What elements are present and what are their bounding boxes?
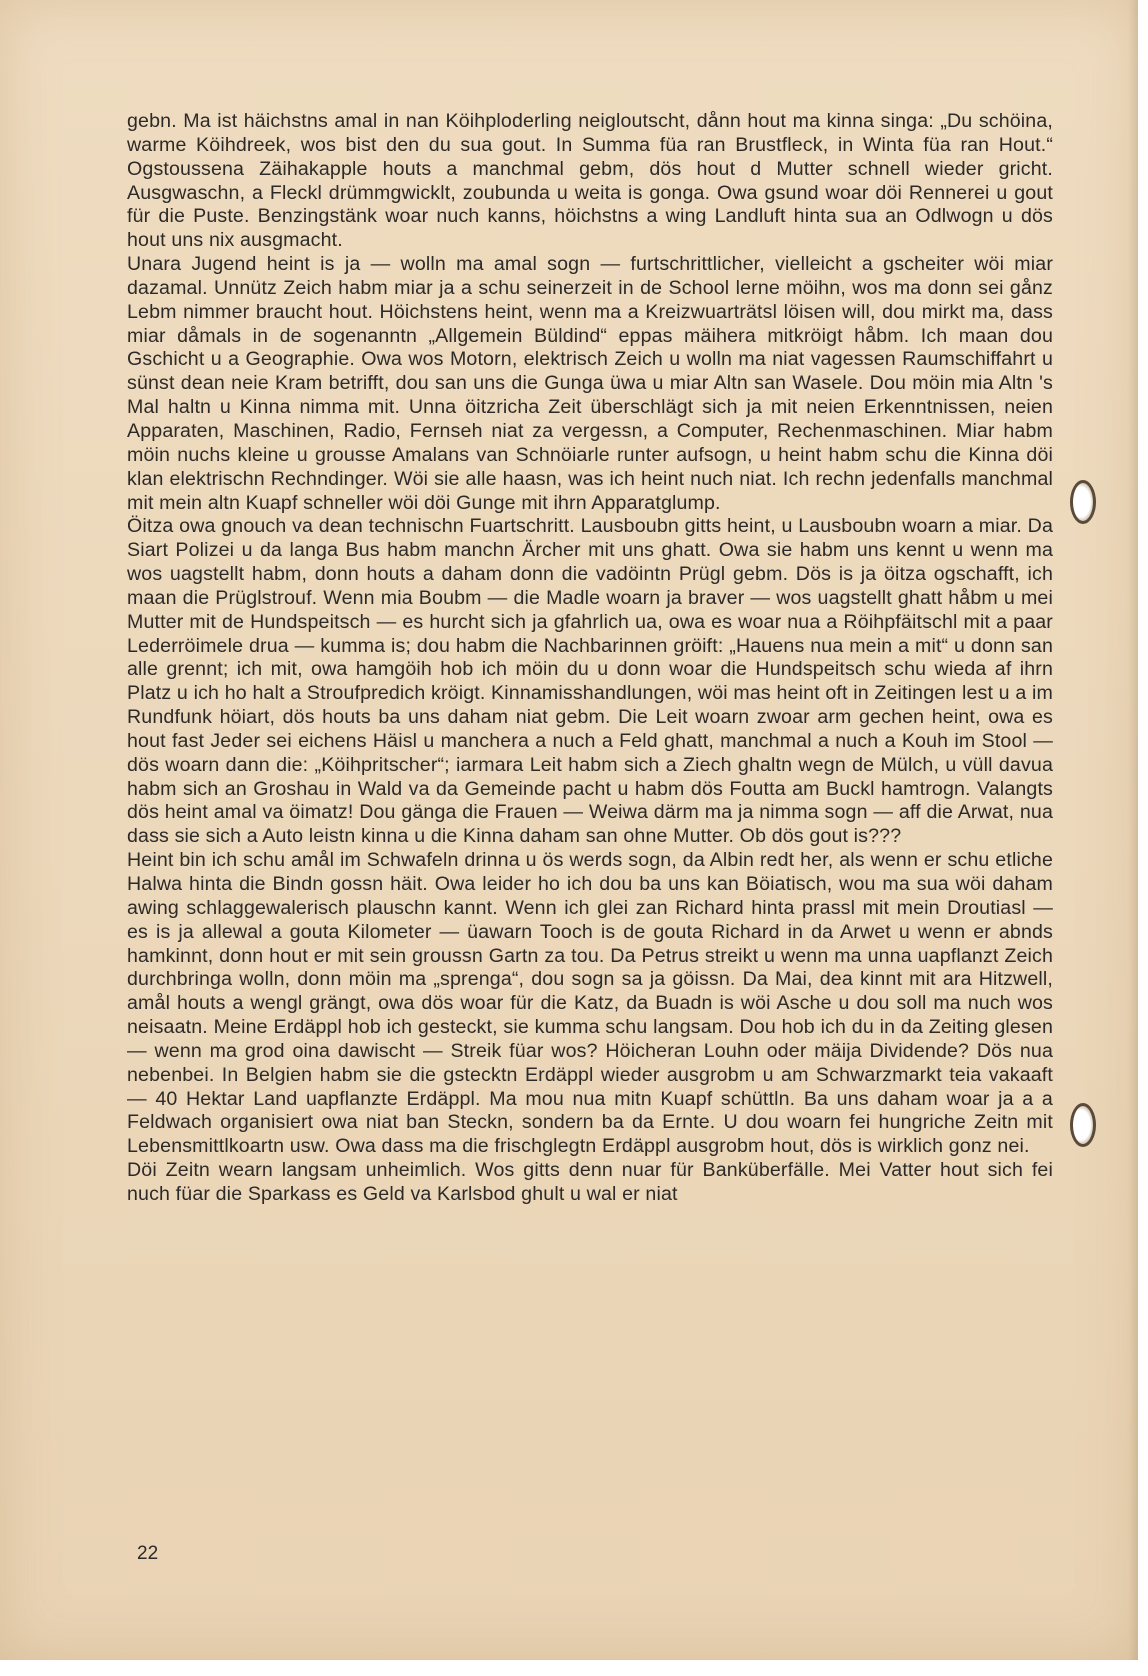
paragraph: Unara Jugend heint is ja — wolln ma amal sogn — furtschrittlicher, vielleicht a gscheiter wöi miar dazamal. Unnütz Zeich habm miar ja a schu seinerzeit in de School lerne möihn, wos ma donn sei gånz Lebm nimmer braucht hout. Höichstens heint, wenn ma a Kreizwuarträtsl löisen will, dou mirkt ma, dass miar dåmals in de sogenanntn „Allgemein Büldind“ eppas mäihera mitkröigt håbm. Ich maan dou Gschicht u a Geographie. Owa wos Motorn, elektrisch Zeich u wolln ma niat vagessen Raumschiffahrt u sünst dean neie Kram betrifft, dou san uns die Gunga üwa u miar Altn san Wasele. Dou möin mia Altn 's Mal haltn u Kinna nimma mit. Unna öitzricha Zeit überschlägt sich ja mit neien Erkenntnissen, neien Apparaten, Maschinen, Radio, Fernseh niat za vergessn, a Computer, Rechenmaschinen. Miar habm möin nuchs kleine u grousse Amalans van Schnöiarle runter aufsogn, u heint habm schu die Kinna döi klan elektrischn Rechndinger. Wöi sie alle haasn, was ich heint nuch niat. Ich rechn jedenfalls manchmal mit mein altn Kuapf schneller wöi döi Gunge mit ihrn Apparatglump. [127, 253, 1053, 514]
paragraph: Öitza owa gnouch va dean technischn Fuartschritt. Lausboubn gitts heint, u Lausboubn woarn a miar. Da Siart Polizei u da langa Bus habm manchn Ärcher mit uns ghatt. Owa sie habm uns kennt u wenn ma wos uagstellt habm, donn houts a daham donn die vadöintn Prügl gebm. Dös is ja öitza ogschafft, ich maan die Prüglstrouf. Wenn mia Boubm — die Madle woarn ja braver — wos uagstellt ghatt håbm u mei Mutter mit de Hundspeitsch — es hurcht sich ja gfahrlich ua, owa es woar nua a Röihpfäitschl mit a paar Lederröimele drua — kumma is; dou habm die Nachbarinnen gröift: „Hauens nua mein a mit“ u donn san alle grennt; ich mit, owa hamgöih hob ich möin du u donn woar die Hundspeitsch schu wieda af ihrn Platz u ich ho halt a Stroufpredich kröigt. Kinnamisshandlungen, wöi mas heint oft in Zeitingen lest u a im Rundfunk höiart, dös houts ba uns daham niat gebm. Die Leit woarn zwoar arm gechen heint, owa es hout fast Jeder sei eichens Häisl u manchera a nuch a Feld ghatt, manchmal a nuch a Kouh im Stool — dös woarn dann die: „Köihpritscher“; iarmara Leit habm sich a Ziech ghaltn wegn de Mülch, u vüll davua habm sich an Groshau in Wald va da Gemeinde pacht u habm dös Foutta am Buckl hamtrogn. Valangts dös heint amal va öimatz! Dou gänga die Frauen — Weiwa därm ma ja nimma sogn — aff die Arwat, nua dass sie sich a Auto leistn kinna u die Kinna daham san ohne Mutter. Ob dös gout is??? [127, 515, 1053, 848]
paragraph: gebn. Ma ist häichstns amal in nan Köihploderling neigloutscht, dånn hout ma kinna singa: „Du schöina, warme Köihdreek, wos bist den du sua gout. In Summa füa ran Brustfleck, in Winta füa ran Hout.“ Ogstoussena Zäihakapple houts a manchmal gebm, dös hout d Mutter schnell wieder gricht. Ausgwaschn, a Fleckl drümmgwicklt, zoubunda u weita is gonga. Owa gsund woar döi Rennerei u gout für die Puste. Benzingstänk woar nuch kanns, höichstns a wing Landluft hinta sua an Odlwogn u dös hout uns nix ausgmacht. [127, 110, 1053, 252]
paragraph: Döi Zeitn wearn langsam unheimlich. Wos gitts denn nuar für Banküberfälle. Mei Vatter hout sich fei nuch füar die Sparkass es Geld va Karlsbod ghult u wal er niat [127, 1159, 1053, 1205]
punch-hole-icon [1070, 480, 1096, 524]
page-number: 22 [137, 1543, 159, 1564]
paragraph: Heint bin ich schu amål im Schwafeln drinna u ös werds sogn, da Albin redt her, als wenn er schu etliche Halwa hinta die Bindn gossn häit. Owa leider ho ich dou ba uns kan Böiatisch, wou ma sua wöi daham awing schlaggewalerisch plauschn kannt. Wenn ich glei zan Richard hinta prassl mit mein Droutiasl — es is ja allewal a gouta Kilometer — üawarn Tooch is de gouta Richard in da Arwet u wenn er abnds hamkinnt, donn hout er mit sein groussn Gartn za tou. Da Petrus streikt u wenn ma unna uapflanzt Zeich durchbringa wolln, donn möin ma „sprenga“, dou sogn sa ja göissn. Da Mai, dea kinnt mit ara Hitzwell, amål houts a wengl grängt, owa dös woar für die Katz, da Buadn is wöi Asche u dou soll ma nuch wos neisaatn. Meine Erdäppl hob ich gesteckt, sie kumma schu langsam. Dou hob ich du in da Zeiting glesen — wenn ma grod oina dawischt — Streik füar wos? Höicheran Louhn oder mäija Dividende? Dös nua nebenbei. In Belgien habm sie die gstecktn Erdäppl wieder ausgrobm u am Schwarzmarkt teia vakaaft — 40 Hektar Land uapflanzte Erdäppl. Ma mou nua mitn Kuapf schüttln. Ba uns daham woar ja a a Feldwach organisiert owa niat ban Steckn, sondern ba da Ernte. U dou woarn fei hungriche Zeitn mit Lebensmittlkoartn usw. Owa dass ma die frischglegtn Erdäppl ausgrobm hout, dös is wirklich gonz nei. [127, 849, 1053, 1158]
page-edge-shadow [1128, 0, 1138, 1660]
punch-hole-icon [1070, 1103, 1096, 1147]
body-text [127, 110, 1053, 1207]
